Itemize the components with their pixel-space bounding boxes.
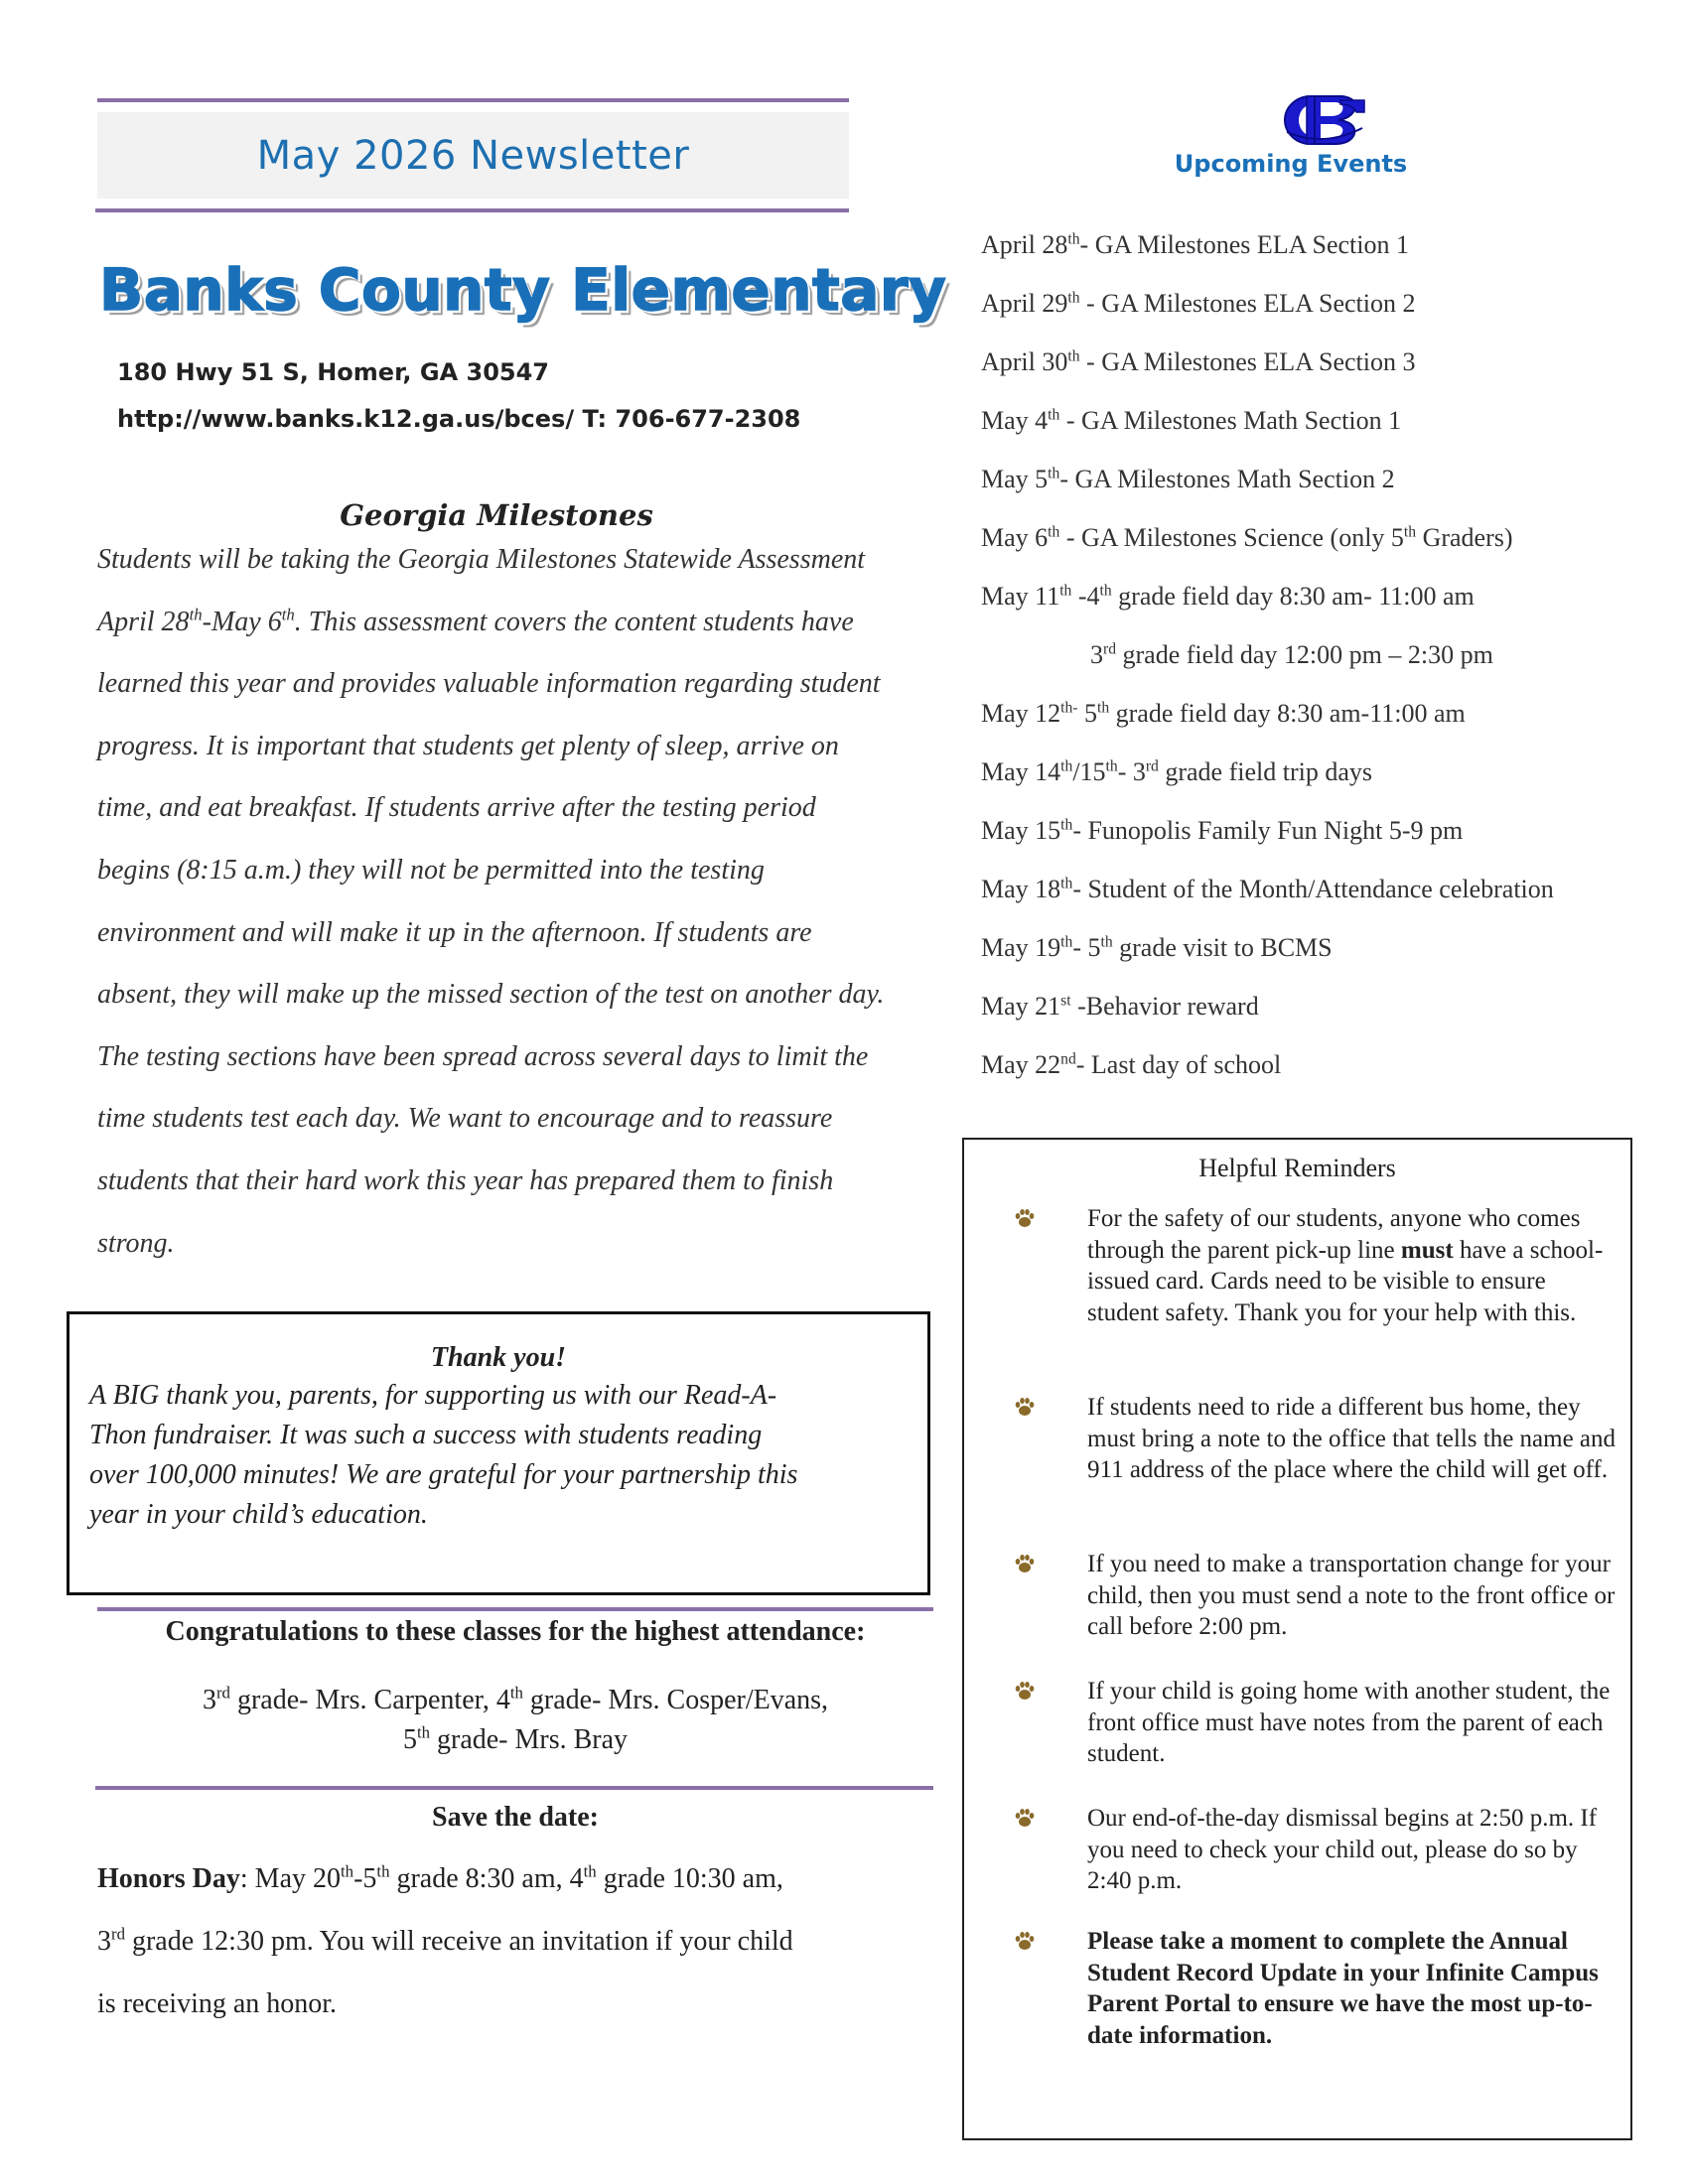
honors-day-line-2: 3rd grade 12:30 pm. You will receive an invitation if your child: [97, 1924, 793, 1957]
event-item: May 5th- GA Milestones Math Section 2: [981, 465, 1395, 493]
upcoming-events-title: Upcoming Events: [1174, 150, 1408, 178]
paragraph-line: begins (8:15 a.m.) they will not be permitted into the testing: [97, 854, 765, 886]
attendance-line-1: 3rd grade- Mrs. Carpenter, 4th grade- Mrs. Cosper/Evans,: [202, 1683, 829, 1715]
event-item: May 11th -4th grade field day 8:30 am- 11:00 am: [981, 582, 1475, 611]
attendance-title: Congratulations to these classes for the highest attendance:: [165, 1616, 866, 1647]
paw-print-icon: [1014, 1396, 1036, 1418]
paragraph-line: time students test each day. We want to encourage and to reassure: [97, 1103, 833, 1135]
paw-print-icon: [1014, 1207, 1036, 1229]
reminder-item: If students need to ride a different bus home, they must bring a note to the office that tells the name and 911 address of the place where the child will get off.: [1014, 1392, 1619, 1486]
paw-print-icon: [1014, 1930, 1036, 1952]
thank-you-line: over 100,000 minutes! We are grateful for your partnership this: [89, 1459, 798, 1490]
attendance-bottom-rule: [95, 1786, 933, 1790]
reminder-item: Please take a moment to complete the Annual Student Record Update in your Infinite Campus Parent Portal to ensure we have the most up-to-date information.: [1014, 1926, 1619, 2051]
event-item: April 29th - GA Milestones ELA Section 2: [981, 289, 1416, 318]
newsletter-title: May 2026 Newsletter: [256, 132, 690, 179]
event-item: May 18th- Student of the Month/Attendance celebration: [981, 875, 1554, 903]
school-logo-icon: [1279, 92, 1366, 148]
helpful-reminders-title: Helpful Reminders: [1198, 1154, 1396, 1182]
paw-print-icon: [1014, 1680, 1036, 1702]
save-the-date-title: Save the date:: [432, 1802, 599, 1833]
event-item: May 21st -Behavior reward: [981, 992, 1259, 1021]
thank-you-line: Thon fundraiser. It was such a success with students reading: [89, 1420, 763, 1450]
paragraph-line: strong.: [97, 1227, 175, 1259]
header-top-rule: [97, 98, 849, 102]
attendance-line-2: 5th grade- Mrs. Bray: [402, 1722, 629, 1755]
attendance-top-rule: [97, 1607, 933, 1611]
paragraph-line: The testing sections have been spread across several days to limit the: [97, 1040, 869, 1072]
thank-you-body: [89, 1380, 904, 1539]
honors-day-line-3: is receiving an honor.: [97, 1988, 338, 2019]
school-name: Banks County Elementary: [99, 256, 947, 324]
paragraph-line: progress. It is important that students get plenty of sleep, arrive on: [97, 730, 839, 761]
georgia-milestones-body: [97, 544, 951, 1290]
event-item: April 28th- GA Milestones ELA Section 1: [981, 230, 1410, 259]
event-item: May 22nd- Last day of school: [981, 1050, 1282, 1079]
paw-print-icon: [1014, 1553, 1036, 1574]
event-item: May 19th- 5th grade visit to BCMS: [981, 933, 1333, 962]
paragraph-line: April 28th-May 6th. This assessment covers the content students have: [97, 605, 854, 637]
reminder-item: If your child is going home with another student, the front office must have notes from the parent of each student.: [1014, 1676, 1619, 1770]
web-phone-line: http://www.banks.k12.ga.us/bces/ T: 706-677-2308: [117, 405, 801, 433]
event-item: May 14th/15th- 3rd grade field trip days: [981, 757, 1373, 786]
header-bottom-rule: [95, 208, 849, 212]
event-item: April 30th - GA Milestones ELA Section 3: [981, 347, 1416, 376]
address-line: 180 Hwy 51 S, Homer, GA 30547: [117, 358, 549, 386]
paragraph-line: Students will be taking the Georgia Milestones Statewide Assessment: [97, 544, 866, 575]
event-item: 3rd grade field day 12:00 pm – 2:30 pm: [1090, 640, 1493, 669]
newsletter-title-band: [97, 112, 849, 199]
paragraph-line: students that their hard work this year has prepared them to finish: [97, 1164, 834, 1196]
event-item: May 6th - GA Milestones Science (only 5th Graders): [981, 523, 1513, 552]
reminder-item: Our end-of-the-day dismissal begins at 2:50 p.m. If you need to check your child out, please do so by 2:40 p.m.: [1014, 1803, 1619, 1897]
paragraph-line: environment and will make it up in the afternoon. If students are: [97, 916, 812, 948]
event-item: May $12^{th-}$ 5th grade field day 8:30 am-11:00 am: [981, 699, 1466, 728]
reminder-item: If you need to make a transportation change for your child, then you must send a note to the front office or call before 2:00 pm.: [1014, 1549, 1619, 1643]
thank-you-title: Thank you!: [430, 1342, 567, 1373]
paragraph-line: learned this year and provides valuable information regarding student: [97, 668, 881, 700]
thank-you-line: A BIG thank you, parents, for supporting us with our Read-A-: [89, 1380, 777, 1411]
honors-day-line-1: Honors Day: May 20th-5th grade 8:30 am, 4th grade 10:30 am,: [97, 1861, 783, 1894]
event-item: May 15th- Funopolis Family Fun Night 5-9 pm: [981, 816, 1464, 845]
paragraph-line: absent, they will make up the missed section of the test on another day.: [97, 979, 885, 1011]
georgia-milestones-title: Georgia Milestones: [340, 498, 653, 532]
event-item: May 4th - GA Milestones Math Section 1: [981, 406, 1402, 435]
thank-you-box: [67, 1311, 930, 1595]
thank-you-line: year in your child’s education.: [89, 1499, 428, 1530]
paw-print-icon: [1014, 1807, 1036, 1829]
helpful-reminders-box: [962, 1138, 1632, 2140]
reminder-item: For the safety of our students, anyone who comes through the parent pick-up line must have a school-issued card. Cards need to be visible to ensure student safety. Thank you for your help with this.: [1014, 1203, 1619, 1328]
paragraph-line: time, and eat breakfast. If students arrive after the testing period: [97, 792, 816, 824]
